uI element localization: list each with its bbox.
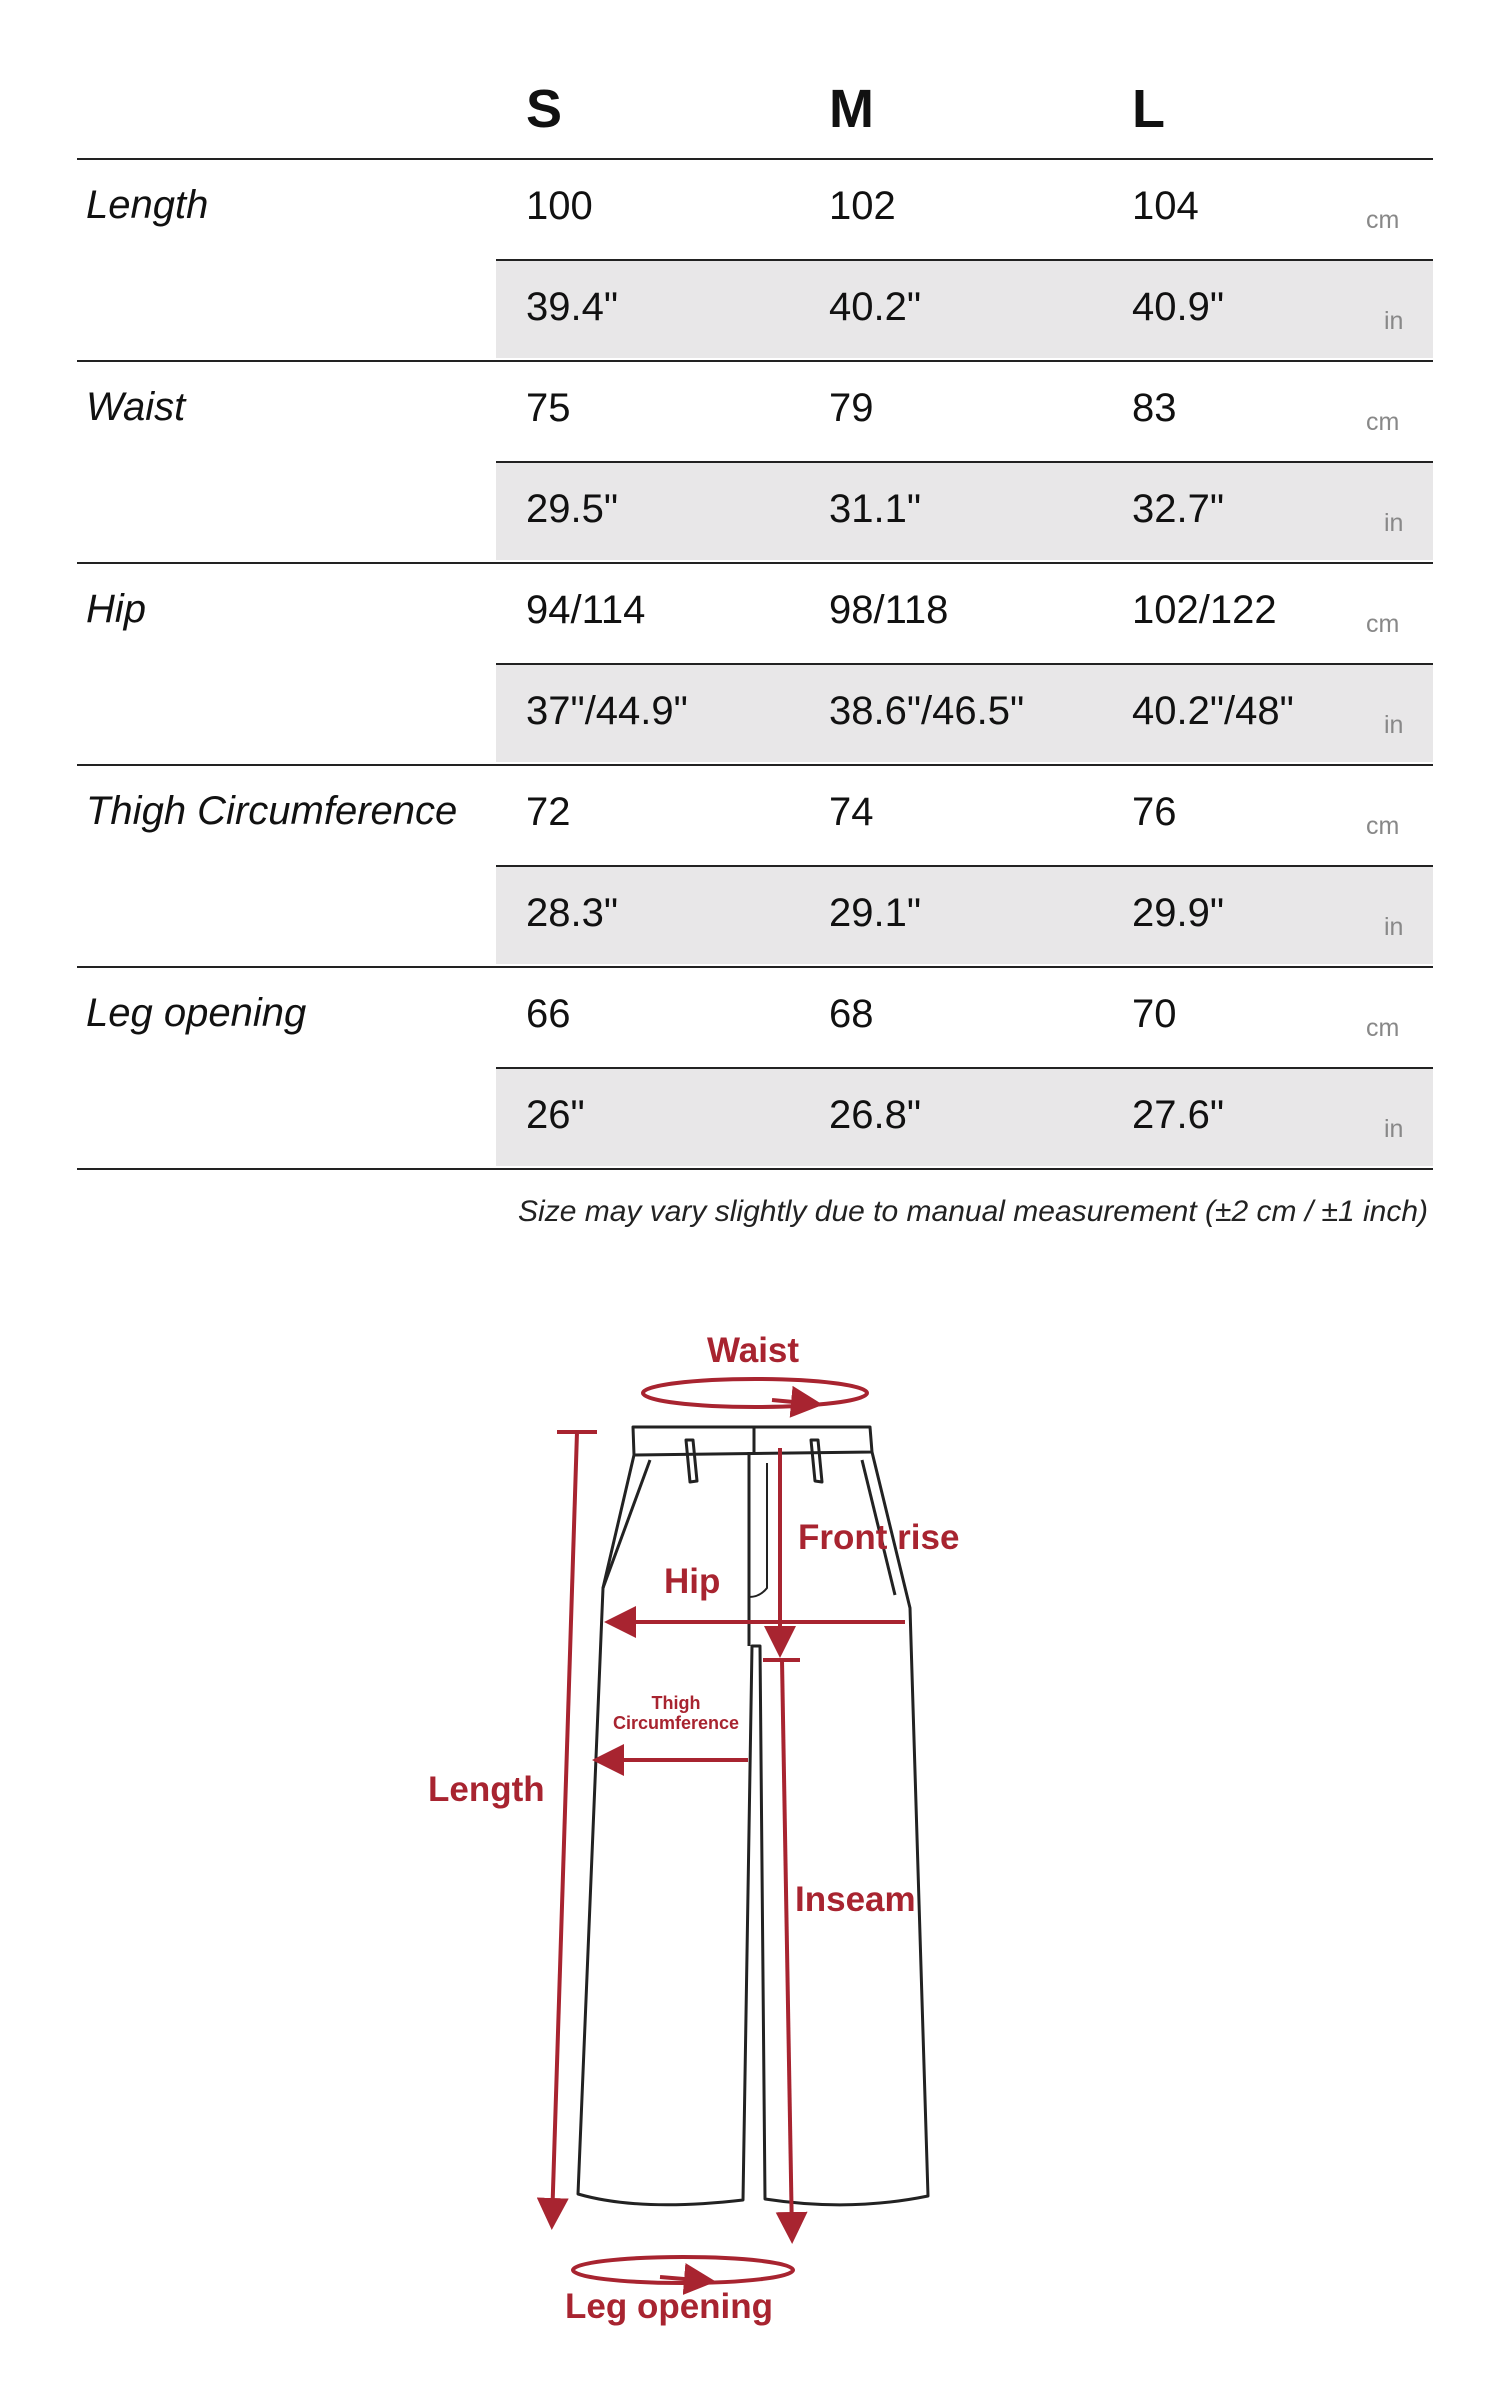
unit-label-in: in	[1384, 509, 1404, 537]
value-cell-cm: 76	[1132, 790, 1177, 834]
row-divider	[77, 360, 1433, 362]
measurement-note: Size may vary slightly due to manual measurement (±2 cm / ±1 inch)	[518, 1195, 1428, 1228]
value-cell-cm: 100	[526, 184, 593, 228]
measurement-label: Thigh Circumference	[86, 789, 458, 833]
unit-label-in: in	[1384, 711, 1404, 739]
unit-label-cm: cm	[1366, 408, 1400, 436]
value-cell-in: 29.5"	[526, 487, 619, 531]
value-cell-cm: 75	[526, 386, 571, 430]
inch-row-shade	[496, 461, 1433, 560]
value-cell-in: 29.9"	[1132, 891, 1225, 935]
value-cell-cm: 98/118	[829, 588, 949, 632]
front-rise-label: Front rise	[798, 1518, 960, 1557]
inch-row-shade	[496, 865, 1433, 964]
sub-row-divider	[496, 663, 1433, 665]
length-arrow	[552, 1432, 577, 2222]
value-cell-cm: 102	[829, 184, 896, 228]
value-cell-cm: 79	[829, 386, 874, 430]
measurement-label: Length	[86, 183, 209, 227]
value-cell-in: 37"/44.9"	[526, 689, 688, 733]
inch-row-shade	[496, 259, 1433, 358]
thigh-label: Thigh Circumference	[612, 1693, 740, 1733]
pants-illustration	[0, 1260, 1500, 2400]
inch-row-shade	[496, 1067, 1433, 1166]
waist-label: Waist	[707, 1331, 800, 1370]
unit-label-in: in	[1384, 307, 1404, 335]
value-cell-in: 40.2"	[829, 285, 922, 329]
sub-row-divider	[496, 259, 1433, 261]
size-header-m: M	[829, 79, 874, 139]
table-bottom-rule	[77, 1168, 1433, 1170]
sub-row-divider	[496, 865, 1433, 867]
measurement-label: Leg opening	[86, 991, 307, 1035]
unit-label-cm: cm	[1366, 812, 1400, 840]
size-header-s: S	[526, 79, 563, 139]
value-cell-in: 27.6"	[1132, 1093, 1225, 1137]
hip-label: Hip	[664, 1562, 721, 1601]
value-cell-cm: 94/114	[526, 588, 646, 632]
pants-measurement-diagram	[0, 1260, 1500, 2400]
unit-label-cm: cm	[1366, 610, 1400, 638]
row-divider	[77, 562, 1433, 564]
row-divider	[77, 158, 1433, 160]
row-divider	[77, 966, 1433, 968]
unit-label-in: in	[1384, 1115, 1404, 1143]
sub-row-divider	[496, 1067, 1433, 1069]
value-cell-in: 40.9"	[1132, 285, 1225, 329]
value-cell-cm: 68	[829, 992, 874, 1036]
measurement-label: Waist	[86, 385, 186, 429]
unit-label-in: in	[1384, 913, 1404, 941]
unit-label-cm: cm	[1366, 206, 1400, 234]
leg-opening-label: Leg opening	[565, 2287, 774, 2326]
value-cell-cm: 66	[526, 992, 571, 1036]
value-cell-cm: 83	[1132, 386, 1177, 430]
value-cell-cm: 70	[1132, 992, 1177, 1036]
value-cell-cm: 102/122	[1132, 588, 1277, 632]
value-cell-in: 26"	[526, 1093, 585, 1137]
unit-label-cm: cm	[1366, 1014, 1400, 1042]
size-header-l: L	[1132, 79, 1165, 139]
inseam-label: Inseam	[795, 1880, 916, 1919]
value-cell-cm: 72	[526, 790, 571, 834]
inseam-arrow	[782, 1660, 792, 2236]
length-label: Length	[428, 1770, 545, 1809]
sub-row-divider	[496, 461, 1433, 463]
measurement-arrows	[552, 1379, 905, 2283]
value-cell-in: 29.1"	[829, 891, 922, 935]
value-cell-in: 40.2"/48"	[1132, 689, 1294, 733]
value-cell-in: 28.3"	[526, 891, 619, 935]
waist-arrow	[643, 1379, 867, 1407]
value-cell-in: 38.6"/46.5"	[829, 689, 1025, 733]
value-cell-in: 31.1"	[829, 487, 922, 531]
value-cell-in: 26.8"	[829, 1093, 922, 1137]
row-divider	[77, 764, 1433, 766]
value-cell-in: 39.4"	[526, 285, 619, 329]
value-cell-cm: 74	[829, 790, 874, 834]
measurement-label: Hip	[86, 587, 147, 631]
value-cell-cm: 104	[1132, 184, 1199, 228]
value-cell-in: 32.7"	[1132, 487, 1225, 531]
